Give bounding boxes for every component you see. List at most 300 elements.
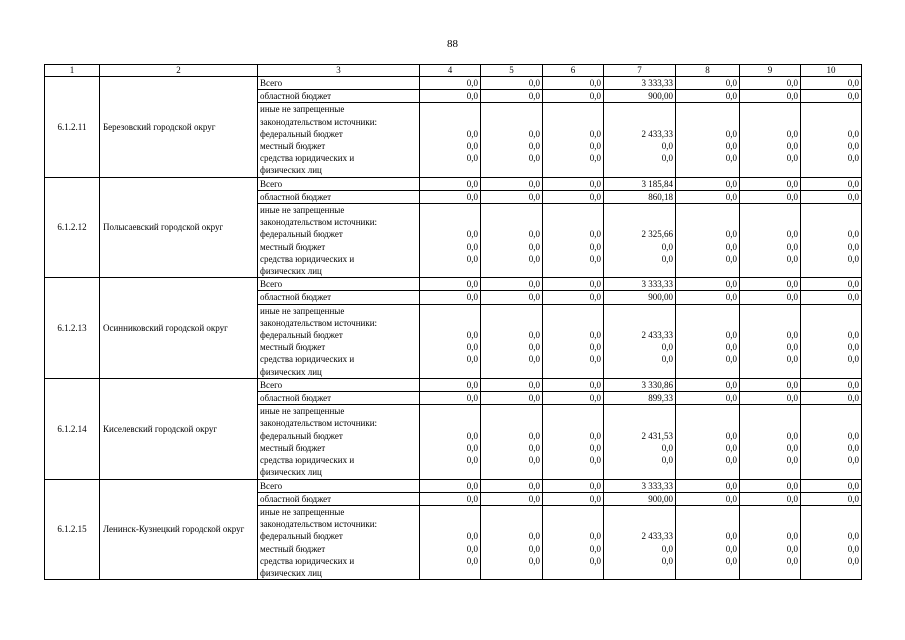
source-label: местный бюджет <box>260 141 326 152</box>
source-cell <box>258 378 420 479</box>
value-cell <box>801 278 862 379</box>
value-federal: 2 433,33 <box>641 531 673 542</box>
municipality-name: Осинниковский городской округ <box>100 278 258 379</box>
municipality-name: Киселевский городской округ <box>100 378 258 479</box>
value-legal: 0,0 <box>725 253 737 264</box>
source-label: федеральный бюджет <box>260 128 343 139</box>
blank-line <box>801 417 861 429</box>
value-regional: 0,0 <box>676 493 739 506</box>
blank-line <box>481 317 542 329</box>
blank-line <box>676 518 739 530</box>
value-federal: 0,0 <box>589 330 601 341</box>
blank-line <box>543 417 603 429</box>
value-total: 0,0 <box>676 278 739 291</box>
blank-line <box>543 366 603 378</box>
value-local: 0,0 <box>661 342 673 353</box>
row-code: 6.1.2.13 <box>45 278 100 379</box>
value-federal: 0,0 <box>725 229 737 240</box>
source-label: законодательством источники: <box>260 519 378 530</box>
value-regional: 0,0 <box>481 392 542 405</box>
source-label: законодательством источники: <box>260 116 378 127</box>
blank-line <box>420 567 480 579</box>
value-cell <box>740 479 801 580</box>
blank-line <box>604 305 675 317</box>
value-legal: 0,0 <box>661 354 673 365</box>
blank-line <box>676 305 739 317</box>
value-legal: 0,0 <box>786 555 798 566</box>
value-federal: 0,0 <box>528 531 540 542</box>
value-total: 0,0 <box>740 178 800 191</box>
blank-line <box>604 103 675 115</box>
blank-line <box>740 265 800 277</box>
value-cell <box>740 77 801 178</box>
value-total: 3 333,33 <box>604 480 675 493</box>
blank-line <box>420 405 480 417</box>
blank-line <box>801 506 861 518</box>
blank-line <box>801 366 861 378</box>
value-regional: 0,0 <box>676 90 739 103</box>
blank-line <box>420 417 480 429</box>
value-federal: 0,0 <box>466 330 478 341</box>
value-cell <box>543 479 604 580</box>
table-row <box>45 177 862 278</box>
value-legal: 0,0 <box>589 354 601 365</box>
value-legal: 0,0 <box>786 455 798 466</box>
blank-line <box>543 317 603 329</box>
value-federal: 2 433,33 <box>641 128 673 139</box>
blank-line <box>420 204 480 216</box>
blank-line <box>604 317 675 329</box>
value-regional: 0,0 <box>420 291 480 304</box>
municipality-name: Ленинск-Кузнецкий городской округ <box>100 479 258 580</box>
value-federal: 0,0 <box>786 330 798 341</box>
blank-line <box>543 466 603 478</box>
value-regional: 0,0 <box>481 291 542 304</box>
budget-table <box>44 64 862 580</box>
value-legal: 0,0 <box>466 153 478 164</box>
value-local: 0,0 <box>466 241 478 252</box>
value-total: 0,0 <box>676 178 739 191</box>
value-cell <box>481 479 543 580</box>
blank-line <box>543 164 603 176</box>
value-legal: 0,0 <box>847 354 859 365</box>
source-label: Всего <box>258 379 419 392</box>
col-header: 3 <box>258 65 420 77</box>
value-legal: 0,0 <box>786 153 798 164</box>
value-regional: 860,18 <box>604 191 675 204</box>
value-legal: 0,0 <box>528 253 540 264</box>
value-legal: 0,0 <box>661 153 673 164</box>
source-label: федеральный бюджет <box>260 430 343 441</box>
value-cell <box>420 177 481 278</box>
blank-line <box>604 366 675 378</box>
value-local: 0,0 <box>661 442 673 453</box>
blank-line <box>604 567 675 579</box>
value-legal: 0,0 <box>528 555 540 566</box>
col-header: 1 <box>45 65 100 77</box>
value-total: 3 333,33 <box>604 278 675 291</box>
source-label: областной бюджет <box>258 191 419 204</box>
col-header: 4 <box>420 65 481 77</box>
value-federal: 0,0 <box>847 128 859 139</box>
value-cell <box>676 479 740 580</box>
value-regional: 0,0 <box>740 90 800 103</box>
blank-line <box>543 204 603 216</box>
value-cell <box>676 378 740 479</box>
value-cell <box>420 378 481 479</box>
value-regional: 0,0 <box>420 493 480 506</box>
value-regional: 0,0 <box>740 392 800 405</box>
source-label: средства юридических и <box>260 555 355 566</box>
row-code: 6.1.2.15 <box>45 479 100 580</box>
value-regional: 900,00 <box>604 291 675 304</box>
value-total: 0,0 <box>801 379 861 392</box>
value-federal: 0,0 <box>725 330 737 341</box>
value-local: 0,0 <box>589 241 601 252</box>
blank-line <box>543 405 603 417</box>
value-legal: 0,0 <box>661 253 673 264</box>
blank-line <box>604 265 675 277</box>
source-label: Всего <box>258 178 419 191</box>
value-total: 0,0 <box>676 379 739 392</box>
value-total: 3 330,86 <box>604 379 675 392</box>
blank-line <box>676 317 739 329</box>
value-cell <box>481 177 543 278</box>
value-total: 0,0 <box>801 480 861 493</box>
value-federal: 0,0 <box>589 128 601 139</box>
value-local: 0,0 <box>847 442 859 453</box>
value-cell <box>543 77 604 178</box>
value-regional: 0,0 <box>543 291 603 304</box>
value-local: 0,0 <box>661 141 673 152</box>
value-legal: 0,0 <box>589 253 601 264</box>
source-label: иные не запрещенные <box>260 104 345 115</box>
source-label: иные не запрещенные <box>260 305 345 316</box>
value-cell <box>481 278 543 379</box>
blank-line <box>740 366 800 378</box>
value-local: 0,0 <box>786 342 798 353</box>
blank-line <box>801 567 861 579</box>
value-total: 0,0 <box>676 480 739 493</box>
source-label: законодательством источники: <box>260 217 378 228</box>
blank-line <box>604 164 675 176</box>
value-cell <box>676 77 740 178</box>
blank-line <box>604 216 675 228</box>
value-cell <box>543 378 604 479</box>
source-label: иные не запрещенные <box>260 506 345 517</box>
value-local: 0,0 <box>466 543 478 554</box>
value-local: 0,0 <box>589 342 601 353</box>
value-federal: 0,0 <box>725 128 737 139</box>
blank-line <box>604 417 675 429</box>
blank-line <box>481 405 542 417</box>
blank-line <box>801 518 861 530</box>
value-cell <box>604 177 676 278</box>
value-legal: 0,0 <box>661 555 673 566</box>
value-total: 0,0 <box>420 278 480 291</box>
blank-line <box>481 567 542 579</box>
source-label: местный бюджет <box>260 342 326 353</box>
value-total: 0,0 <box>420 480 480 493</box>
blank-line <box>420 466 480 478</box>
value-federal: 2 433,33 <box>641 330 673 341</box>
value-total: 0,0 <box>543 278 603 291</box>
value-federal: 0,0 <box>589 229 601 240</box>
source-label: Всего <box>258 77 419 90</box>
value-federal: 2 431,53 <box>641 430 673 441</box>
table-row <box>45 378 862 479</box>
blank-line <box>676 567 739 579</box>
value-total: 0,0 <box>676 77 739 90</box>
value-legal: 0,0 <box>528 153 540 164</box>
value-local: 0,0 <box>466 342 478 353</box>
value-local: 0,0 <box>786 543 798 554</box>
value-federal: 0,0 <box>847 430 859 441</box>
row-code: 6.1.2.11 <box>45 77 100 178</box>
value-cell <box>420 278 481 379</box>
source-label: федеральный бюджет <box>260 330 343 341</box>
value-legal: 0,0 <box>847 555 859 566</box>
table-row <box>45 278 862 379</box>
value-regional: 900,00 <box>604 90 675 103</box>
value-total: 0,0 <box>543 379 603 392</box>
value-cell <box>604 378 676 479</box>
blank-line <box>740 506 800 518</box>
value-total: 0,0 <box>801 77 861 90</box>
blank-line <box>740 466 800 478</box>
blank-line <box>543 305 603 317</box>
blank-line <box>740 116 800 128</box>
blank-line <box>676 405 739 417</box>
value-total: 0,0 <box>420 77 480 90</box>
blank-line <box>604 518 675 530</box>
value-federal: 0,0 <box>589 430 601 441</box>
source-label: физических лиц <box>260 165 322 176</box>
value-regional: 0,0 <box>801 392 861 405</box>
blank-line <box>801 116 861 128</box>
blank-line <box>801 466 861 478</box>
value-regional: 0,0 <box>420 191 480 204</box>
value-legal: 0,0 <box>528 354 540 365</box>
value-federal: 0,0 <box>725 430 737 441</box>
source-label: иные не запрещенные <box>260 205 345 216</box>
value-local: 0,0 <box>528 241 540 252</box>
value-regional: 0,0 <box>481 493 542 506</box>
source-label: федеральный бюджет <box>260 229 343 240</box>
col-header: 9 <box>740 65 801 77</box>
value-local: 0,0 <box>725 342 737 353</box>
blank-line <box>420 317 480 329</box>
value-federal: 0,0 <box>847 229 859 240</box>
value-regional: 0,0 <box>801 90 861 103</box>
blank-line <box>543 103 603 115</box>
source-label: физических лиц <box>260 366 322 377</box>
value-federal: 0,0 <box>466 531 478 542</box>
value-legal: 0,0 <box>528 455 540 466</box>
value-total: 0,0 <box>740 379 800 392</box>
value-cell <box>676 278 740 379</box>
value-local: 0,0 <box>847 543 859 554</box>
value-federal: 0,0 <box>786 229 798 240</box>
value-regional: 0,0 <box>481 191 542 204</box>
blank-line <box>481 305 542 317</box>
value-total: 0,0 <box>481 278 542 291</box>
value-local: 0,0 <box>725 442 737 453</box>
value-regional: 0,0 <box>543 191 603 204</box>
source-label: иные не запрещенные <box>260 406 345 417</box>
value-local: 0,0 <box>528 442 540 453</box>
blank-line <box>801 405 861 417</box>
value-legal: 0,0 <box>725 354 737 365</box>
blank-line <box>420 265 480 277</box>
value-total: 0,0 <box>420 178 480 191</box>
blank-line <box>740 164 800 176</box>
value-federal: 0,0 <box>528 128 540 139</box>
source-label: физических лиц <box>260 266 322 277</box>
value-legal: 0,0 <box>847 153 859 164</box>
blank-line <box>740 405 800 417</box>
value-legal: 0,0 <box>725 555 737 566</box>
source-label: средства юридических и <box>260 253 355 264</box>
value-cell <box>604 479 676 580</box>
value-federal: 2 325,66 <box>641 229 673 240</box>
source-cell <box>258 278 420 379</box>
value-cell <box>420 77 481 178</box>
blank-line <box>543 506 603 518</box>
source-label: средства юридических и <box>260 354 355 365</box>
value-regional: 0,0 <box>801 191 861 204</box>
value-total: 3 185,84 <box>604 178 675 191</box>
value-legal: 0,0 <box>466 455 478 466</box>
source-label: федеральный бюджет <box>260 531 343 542</box>
blank-line <box>676 466 739 478</box>
value-local: 0,0 <box>466 141 478 152</box>
col-header: 10 <box>801 65 862 77</box>
blank-line <box>543 116 603 128</box>
source-label: местный бюджет <box>260 442 326 453</box>
page-number: 88 <box>447 38 458 50</box>
blank-line <box>481 518 542 530</box>
value-local: 0,0 <box>589 442 601 453</box>
value-local: 0,0 <box>589 141 601 152</box>
blank-line <box>740 317 800 329</box>
blank-line <box>543 216 603 228</box>
value-local: 0,0 <box>725 543 737 554</box>
value-total: 0,0 <box>543 178 603 191</box>
blank-line <box>420 164 480 176</box>
value-federal: 0,0 <box>786 128 798 139</box>
blank-line <box>801 305 861 317</box>
blank-line <box>801 164 861 176</box>
blank-line <box>604 506 675 518</box>
value-total: 0,0 <box>740 77 800 90</box>
source-cell <box>258 479 420 580</box>
blank-line <box>481 506 542 518</box>
blank-line <box>801 216 861 228</box>
value-local: 0,0 <box>725 141 737 152</box>
blank-line <box>481 103 542 115</box>
value-local: 0,0 <box>528 543 540 554</box>
blank-line <box>420 518 480 530</box>
source-label: физических лиц <box>260 467 322 478</box>
blank-line <box>740 204 800 216</box>
row-code: 6.1.2.14 <box>45 378 100 479</box>
blank-line <box>676 103 739 115</box>
value-federal: 0,0 <box>786 531 798 542</box>
value-federal: 0,0 <box>528 330 540 341</box>
source-cell <box>258 177 420 278</box>
municipality-name: Полысаевский городской округ <box>100 177 258 278</box>
value-cell <box>801 479 862 580</box>
value-local: 0,0 <box>528 141 540 152</box>
value-cell <box>676 177 740 278</box>
value-cell <box>543 177 604 278</box>
value-total: 3 333,33 <box>604 77 675 90</box>
blank-line <box>676 265 739 277</box>
municipality-name: Березовский городской округ <box>100 77 258 178</box>
value-cell <box>740 177 801 278</box>
value-cell <box>481 77 543 178</box>
value-federal: 0,0 <box>528 430 540 441</box>
blank-line <box>740 518 800 530</box>
value-legal: 0,0 <box>725 455 737 466</box>
blank-line <box>801 265 861 277</box>
value-legal: 0,0 <box>661 455 673 466</box>
value-federal: 0,0 <box>847 531 859 542</box>
value-legal: 0,0 <box>589 153 601 164</box>
value-legal: 0,0 <box>589 555 601 566</box>
value-cell <box>604 77 676 178</box>
value-local: 0,0 <box>661 543 673 554</box>
value-local: 0,0 <box>847 241 859 252</box>
value-legal: 0,0 <box>466 354 478 365</box>
source-label: областной бюджет <box>258 291 419 304</box>
value-federal: 0,0 <box>786 430 798 441</box>
col-header: 8 <box>676 65 740 77</box>
blank-line <box>420 506 480 518</box>
blank-line <box>481 265 542 277</box>
value-federal: 0,0 <box>589 531 601 542</box>
value-federal: 0,0 <box>466 229 478 240</box>
value-regional: 0,0 <box>420 392 480 405</box>
value-federal: 0,0 <box>847 330 859 341</box>
value-total: 0,0 <box>420 379 480 392</box>
col-header: 7 <box>604 65 676 77</box>
value-cell <box>604 278 676 379</box>
value-regional: 0,0 <box>740 291 800 304</box>
value-total: 0,0 <box>481 379 542 392</box>
blank-line <box>740 216 800 228</box>
value-local: 0,0 <box>725 241 737 252</box>
blank-line <box>676 417 739 429</box>
value-federal: 0,0 <box>466 430 478 441</box>
source-label: областной бюджет <box>258 90 419 103</box>
blank-line <box>481 417 542 429</box>
source-cell <box>258 77 420 178</box>
blank-line <box>801 317 861 329</box>
value-regional: 0,0 <box>801 493 861 506</box>
value-total: 0,0 <box>481 77 542 90</box>
blank-line <box>676 116 739 128</box>
value-regional: 0,0 <box>676 392 739 405</box>
value-local: 0,0 <box>786 141 798 152</box>
value-regional: 0,0 <box>420 90 480 103</box>
value-legal: 0,0 <box>786 354 798 365</box>
value-cell <box>801 378 862 479</box>
value-legal: 0,0 <box>725 153 737 164</box>
blank-line <box>481 164 542 176</box>
blank-line <box>420 305 480 317</box>
